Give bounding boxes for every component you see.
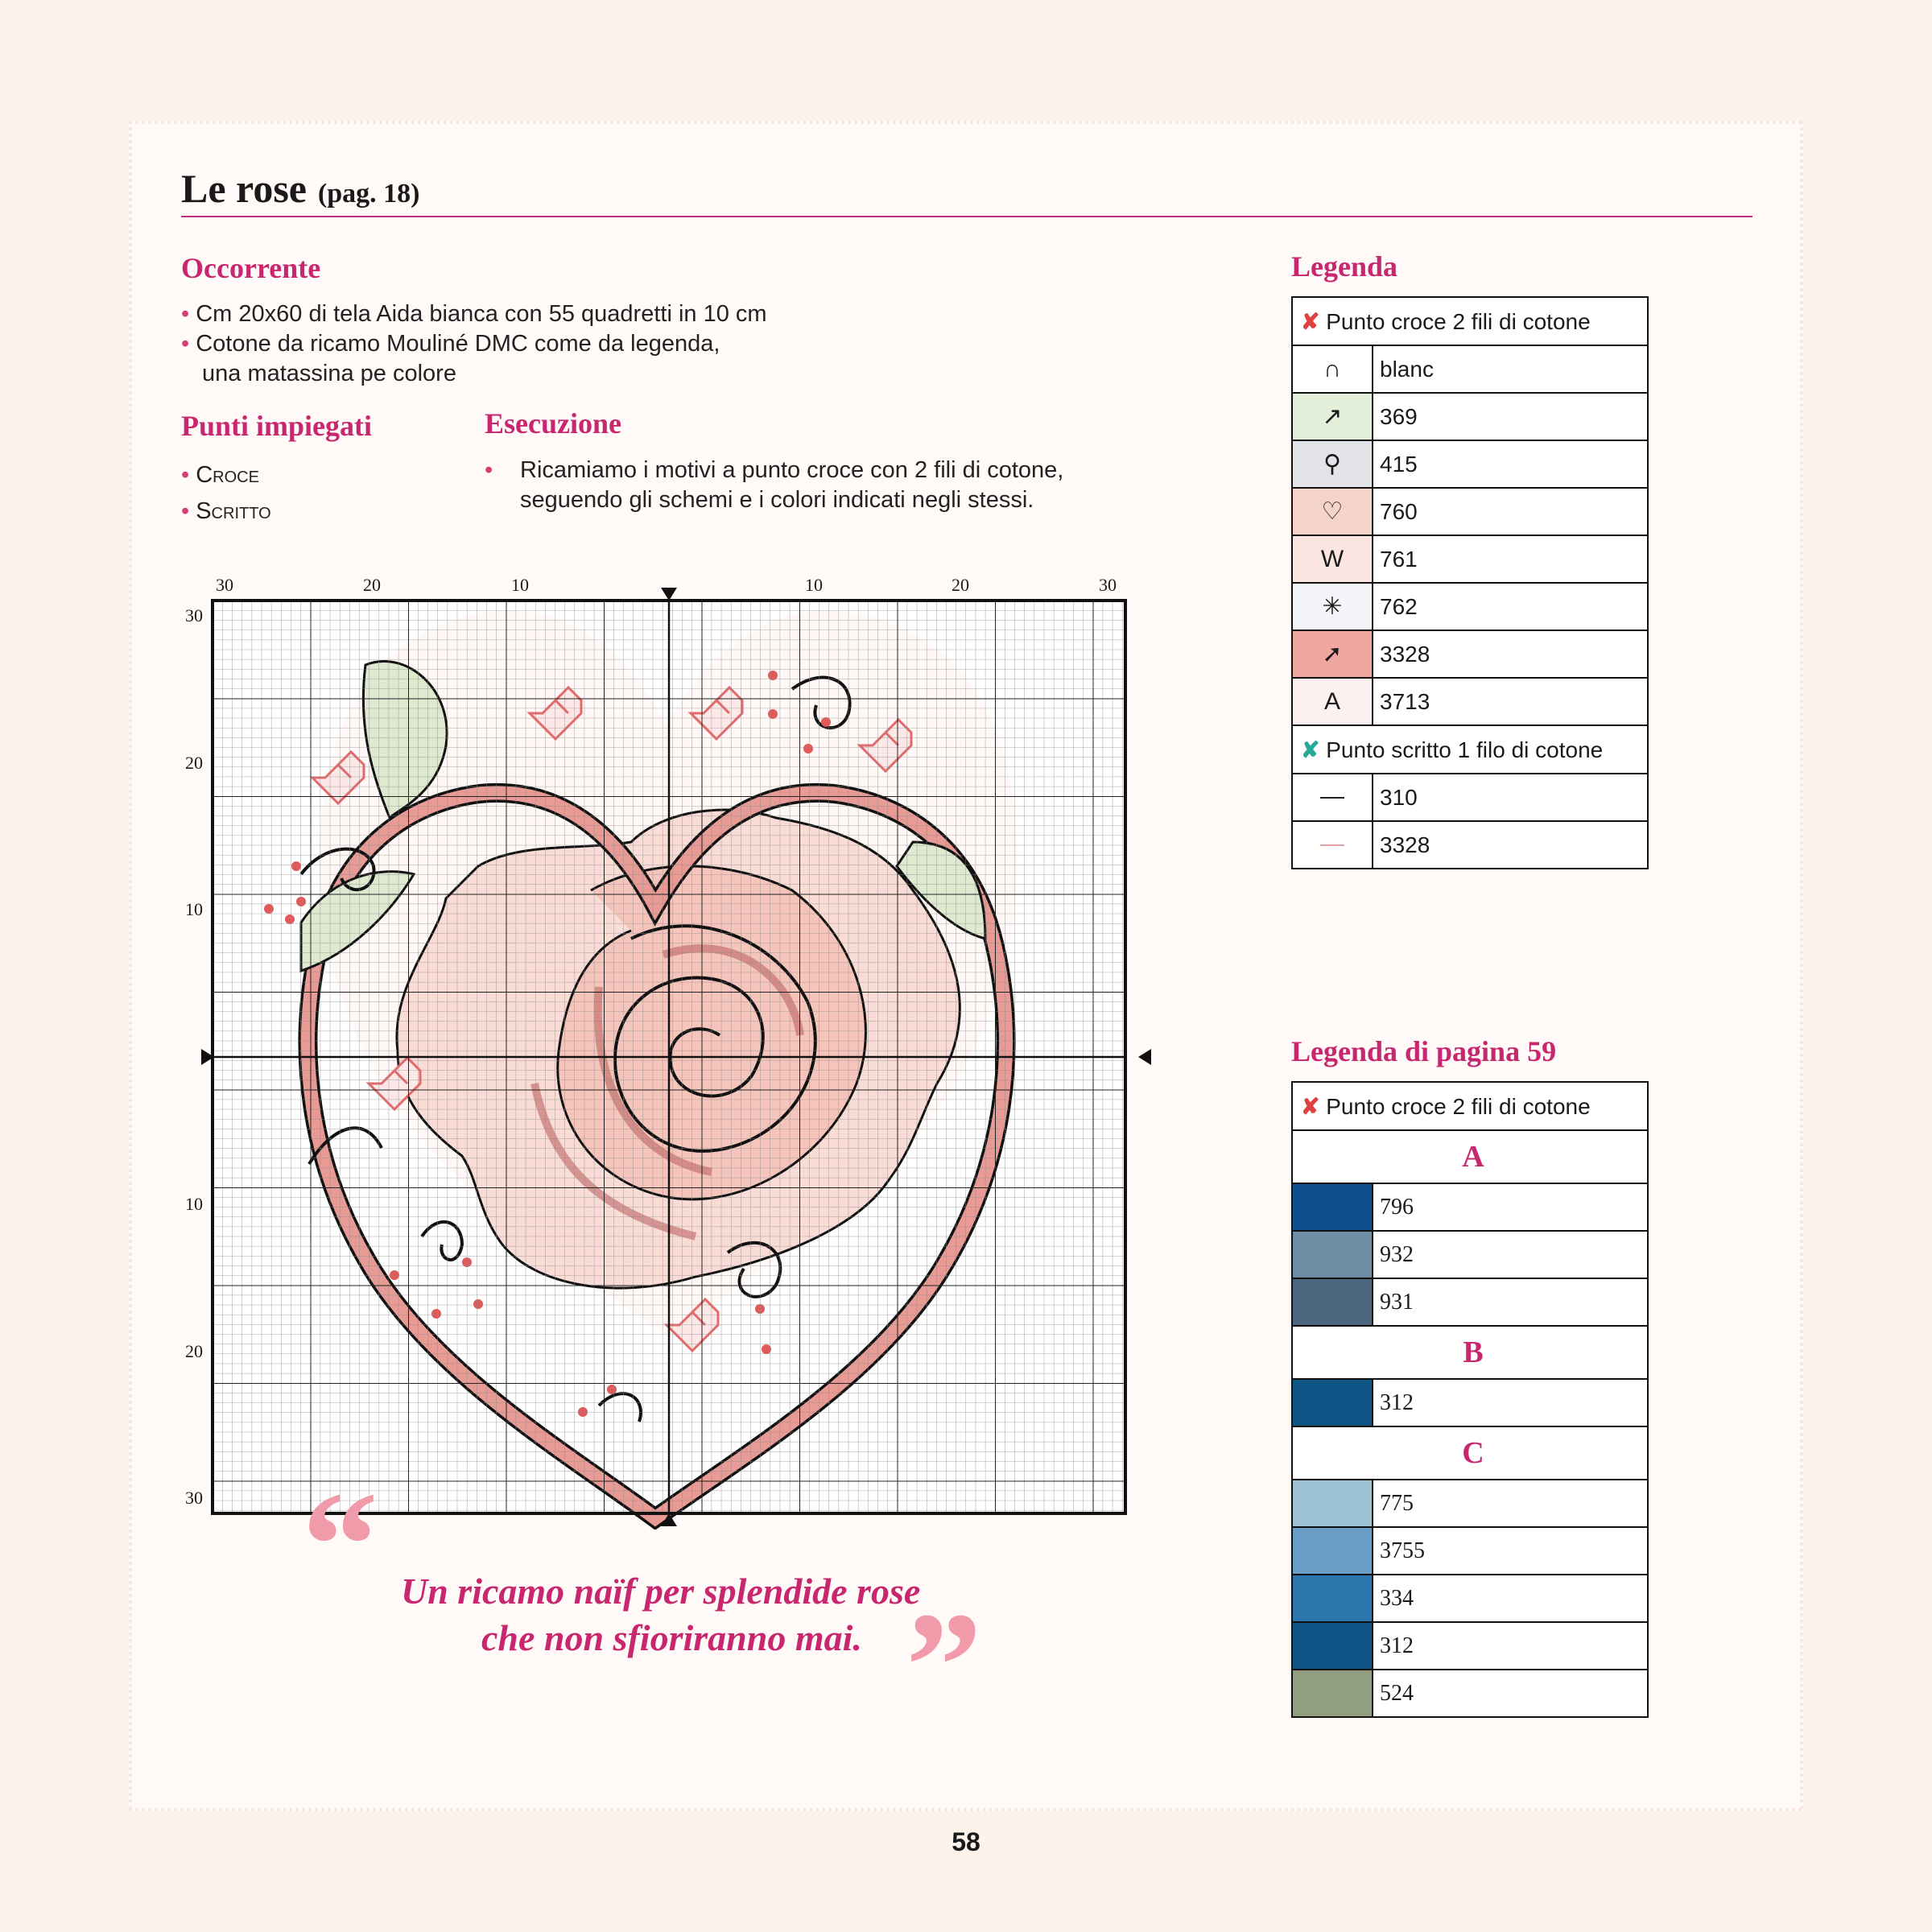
page-reference: (pag. 18) <box>317 179 420 208</box>
legenda59-table <box>1291 1081 1649 1718</box>
page-number: 58 <box>952 1827 980 1856</box>
axis-left-label: 30 <box>185 605 203 625</box>
punti-list <box>181 457 271 530</box>
axis-top-label: 10 <box>511 575 529 595</box>
symbol-cell: ∩ <box>1292 345 1373 393</box>
color-row: 796 <box>1292 1183 1648 1231</box>
color-swatch <box>1292 1379 1373 1426</box>
title-rule <box>181 216 1752 217</box>
color-row: 775 <box>1292 1480 1648 1527</box>
color-row: 932 <box>1292 1231 1648 1278</box>
axis-top-label: 20 <box>952 575 969 595</box>
group-header: C <box>1292 1426 1648 1480</box>
color-swatch <box>1292 1622 1373 1670</box>
legenda-row: ↗ 369 <box>1292 393 1648 440</box>
color-row: 334 <box>1292 1575 1648 1622</box>
occorrente-item: una matassina pe colore <box>202 361 456 386</box>
legenda-row: ✳ 762 <box>1292 583 1648 630</box>
esecuzione-heading: Esecuzione <box>485 407 621 440</box>
esecuzione-line: Ricamiamo i motivi a punto croce con 2 fili di cotone, <box>520 457 1064 483</box>
symbol-cell: W <box>1292 535 1373 583</box>
page-title <box>181 165 419 212</box>
legenda59-croce-header: ✘ Punto croce 2 fili di cotone <box>1292 1082 1648 1130</box>
title-text: Le rose <box>181 166 307 211</box>
legenda-croce-header: ✘ Punto croce 2 fili di cotone <box>1292 297 1648 345</box>
legenda-row: A 3713 <box>1292 678 1648 725</box>
legenda-heading: Legenda <box>1291 250 1398 283</box>
symbol-cell: ✳ <box>1292 583 1373 630</box>
line-swatch <box>1292 774 1373 821</box>
legenda59-heading: Legenda di pagina 59 <box>1291 1035 1557 1067</box>
center-marker-top <box>661 588 677 601</box>
quote-line-1: Un ricamo naïf per splendide rose <box>401 1571 921 1612</box>
line-swatch <box>1292 821 1373 869</box>
axis-top-label: 30 <box>1099 575 1117 595</box>
axis-left-label: 20 <box>185 1341 203 1361</box>
quote-open-mark: “ <box>302 1461 378 1630</box>
occorrente-item: • Cm 20x60 di tela Aida bianca con 55 quadretti in 10 cm <box>181 301 767 327</box>
symbol-cell: ♡ <box>1292 488 1373 535</box>
color-swatch <box>1292 1278 1373 1326</box>
esecuzione-text: • Ricamiamo i motivi a punto croce con 2 fili di cotone, seguendo gli schemi e i colori indicati negli stessi. <box>485 456 1096 515</box>
axis-top-label: 20 <box>363 575 381 595</box>
group-header: B <box>1292 1326 1648 1379</box>
axis-top-label: 30 <box>216 575 233 595</box>
group-header: A <box>1292 1130 1648 1183</box>
axis-left-label: 30 <box>185 1488 203 1508</box>
legenda-row: 310 <box>1292 774 1648 821</box>
legenda-row: ⚲ 415 <box>1292 440 1648 488</box>
quote-close-mark: ” <box>906 1582 982 1751</box>
center-marker-right <box>1138 1049 1151 1065</box>
axis-left-label: 10 <box>185 1194 203 1214</box>
quote-line-2: che non sfioriranno mai. <box>481 1617 862 1658</box>
occorrente-heading: Occorrente <box>181 252 321 284</box>
punti-item: • Croce <box>181 462 259 488</box>
legenda-row: 3328 <box>1292 821 1648 869</box>
color-row: 524 <box>1292 1670 1648 1717</box>
legenda-row: ∩ blanc <box>1292 345 1648 393</box>
color-row: 312 <box>1292 1379 1648 1426</box>
legenda-table <box>1291 296 1649 869</box>
color-row: 931 <box>1292 1278 1648 1326</box>
color-swatch <box>1292 1527 1373 1575</box>
symbol-cell: ⚲ <box>1292 440 1373 488</box>
cross-stitch-chart <box>201 580 1151 1530</box>
color-swatch <box>1292 1575 1373 1622</box>
symbol-cell: A <box>1292 678 1373 725</box>
symbol-cell: ➚ <box>1292 630 1373 678</box>
legenda-scritto-header: ✘ Punto scritto 1 filo di cotone <box>1292 725 1648 774</box>
color-row: 312 <box>1292 1622 1648 1670</box>
punti-heading: Punti impiegati <box>181 410 373 442</box>
axis-top-label: 10 <box>805 575 823 595</box>
legenda-row: ♡ 760 <box>1292 488 1648 535</box>
occorrente-list <box>181 299 841 389</box>
axis-left-label: 20 <box>185 753 203 773</box>
esecuzione-line: seguendo gli schemi e i colori indicati negli stessi. <box>520 487 1034 513</box>
legenda-row: ➚ 3328 <box>1292 630 1648 678</box>
punti-item: • Scritto <box>181 498 271 524</box>
color-swatch <box>1292 1670 1373 1717</box>
color-swatch <box>1292 1480 1373 1527</box>
color-swatch <box>1292 1231 1373 1278</box>
occorrente-item: • Cotone da ricamo Mouliné DMC come da legenda, <box>181 331 720 357</box>
axis-left-label: 10 <box>185 899 203 919</box>
color-swatch <box>1292 1183 1373 1231</box>
symbol-cell: ↗ <box>1292 393 1373 440</box>
legenda-row: W 761 <box>1292 535 1648 583</box>
color-row: 3755 <box>1292 1527 1648 1575</box>
